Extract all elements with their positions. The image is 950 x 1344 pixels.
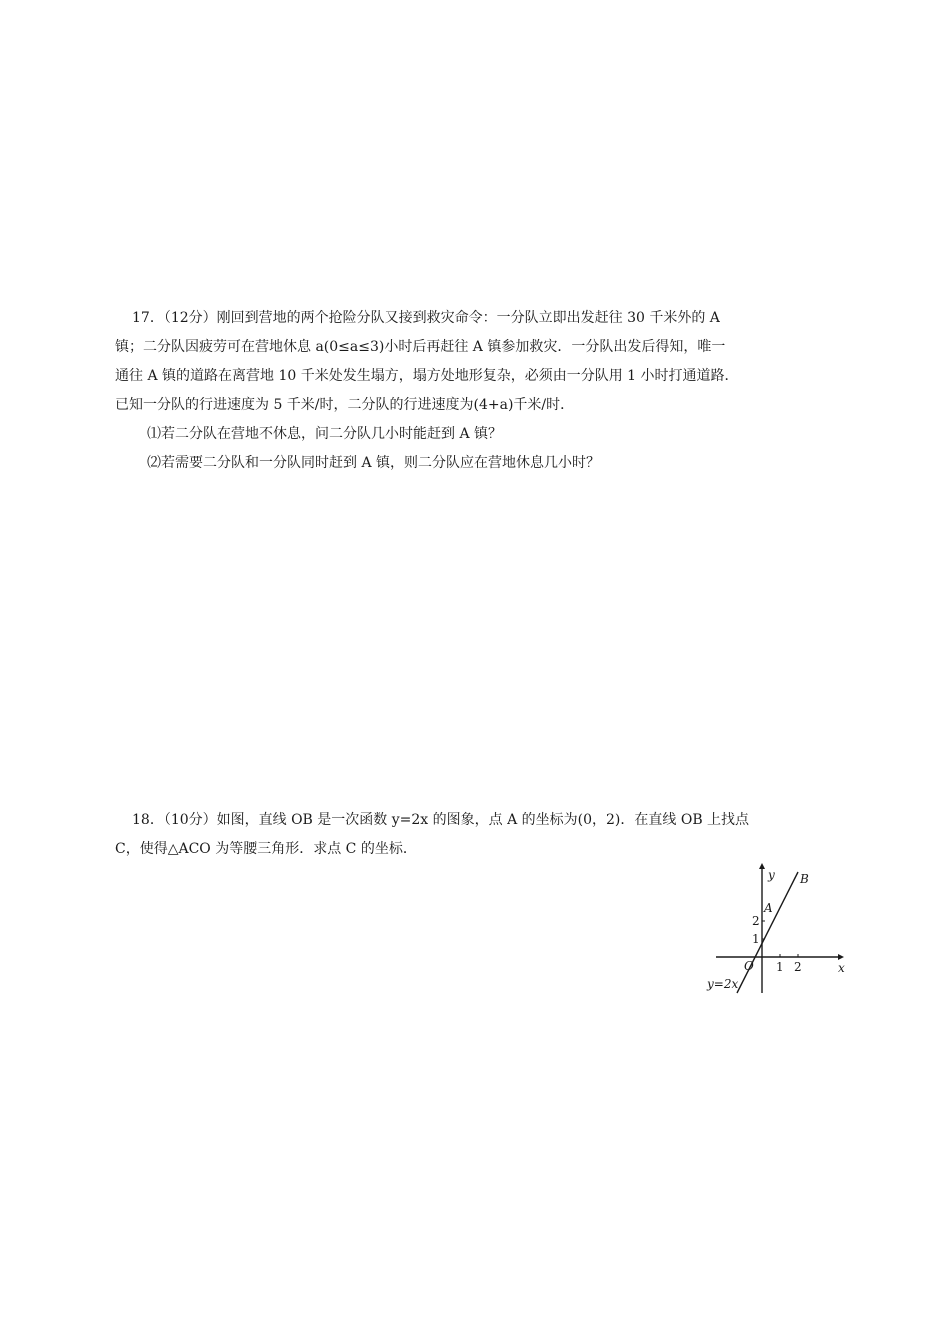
x-axis-arrow-icon <box>838 954 844 960</box>
x-tick-label-2: 2 <box>794 960 802 974</box>
line-ob <box>737 872 798 993</box>
y-axis-label: y <box>768 868 775 882</box>
problem-17 <box>115 304 845 478</box>
y-axis-arrow-icon <box>759 863 765 869</box>
equation-label: y=2x <box>707 977 739 991</box>
problem-17-line-3: 通往 A 镇的道路在离营地 10 千米处发生塌方，塌方处地形复杂，必须由一分队用 1 小时打通道路． <box>115 368 739 384</box>
problem-17-line-2: 镇；二分队因疲劳可在营地休息 a(0≤a≤3)小时后再赶往 A 镇参加救灾．一分队出发后得知，唯一 <box>115 339 726 355</box>
y-tick-label-2: 2 <box>752 914 760 928</box>
y-tick-label-1: 1 <box>752 932 760 946</box>
point-a-label: A <box>764 901 773 915</box>
origin-label: O <box>744 959 754 973</box>
problem-17-subquestion-1: ⑴若二分队在营地不休息，问二分队几小时能赶到 A 镇？ <box>147 426 503 442</box>
coordinate-figure <box>700 860 850 1000</box>
line-b-label: B <box>800 872 809 886</box>
problem-18-line-1: 18．（10分）如图，直线 OB 是一次函数 y=2x 的图象，点 A 的坐标为(0，2)．在直线 OB 上找点 <box>132 812 750 828</box>
problem-17-subquestion-2: ⑵若需要二分队和一分队同时赶到 A 镇，则二分队应在营地休息几小时？ <box>147 455 601 471</box>
problem-18-line-2: C，使得△ACO 为等腰三角形．求点 C 的坐标． <box>115 841 417 857</box>
x-tick-label-1: 1 <box>776 960 784 974</box>
problem-17-line-1: 17．（12分）刚回到营地的两个抢险分队又接到救灾命令：一分队立即出发赶往 30 千米外的 A <box>132 310 720 326</box>
x-axis-label: x <box>838 961 845 975</box>
coordinate-figure-svg <box>700 860 850 1000</box>
problem-18 <box>115 806 845 864</box>
problem-17-line-4: 已知一分队的行进速度为 5 千米/时，二分队的行进速度为(4+a)千米/时． <box>115 397 575 413</box>
